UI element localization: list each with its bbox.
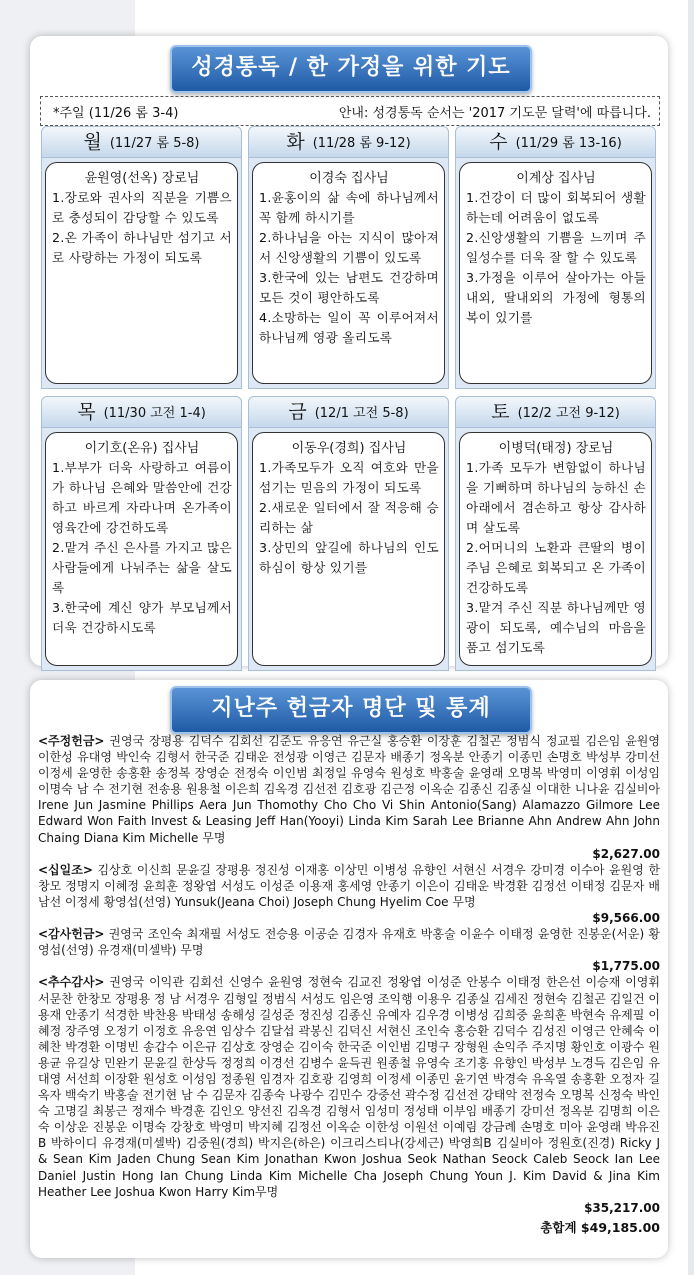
- offering-group-label: <주정헌금>: [38, 734, 105, 748]
- prayer-item: 1.부부가 더욱 사랑하고 여름이가 하나님 은혜와 말씀안에 건강하고 바르게 자라나며 온가족이 영육간에 강건하도록: [52, 460, 232, 535]
- prayer-item: 1.가족 모두가 변함없이 하나님을 기뻐하며 하나님의 능하신 손 아래에서 겸손하고 항상 감사하며 살도록: [466, 460, 646, 535]
- day-card-monday: [41, 126, 242, 389]
- day-card-thursday: [41, 396, 242, 671]
- prayer-box: [252, 162, 445, 384]
- day-header: [455, 126, 656, 158]
- prayer-item: 3.가정을 이루어 살아가는 아들내외, 딸내외의 가정에 형통의 복이 있기를: [466, 270, 646, 325]
- sunday-reading-box: [40, 96, 660, 126]
- offering-group-label: <십일조>: [38, 862, 93, 877]
- day-header: [248, 396, 449, 428]
- day-card-saturday: [455, 396, 656, 671]
- prayer-item: 4.소망하는 일이 꼭 이루어져서 하나님께 영광 올리도록: [259, 310, 439, 345]
- offering-group-names: 김상호 이신희 문윤길 장평용 정진성 이재홍 이상민 이병성 유향인 서현신 서경우 강미경 이수아 윤원영 한창모 정명지 이혜정 윤희훈 정왕엽 서성도 이성준 이용재 홍세영 안종기 이은이 김태운 박경환 김정선 이태정 김문자 배남선 이정세 황영섭(선영) Yunsuk(Jeana Choi) Joseph Chung Hyelim Coe 무명: [38, 862, 660, 909]
- offering-group: [38, 862, 660, 910]
- prayer-item: 2.하나님을 아는 지식이 많아져서 신앙생활의 기쁨이 있도록: [259, 230, 439, 265]
- prayer-section-banner: 성경통독 / 한 가정을 위한 기도: [170, 45, 532, 93]
- day-name: 수: [489, 131, 508, 153]
- day-body: [248, 158, 449, 389]
- day-name: 토: [491, 401, 510, 423]
- prayer-person: 이동우(경희) 집사님: [291, 441, 407, 456]
- offering-group-names: 권영국 조인숙 최재필 서성도 전승용 이공순 김경자 유재호 박홍술 이윤수 이태정 윤영한 진봉운(서운) 황영섭(선영) 유경재(미셀박) 무명: [38, 927, 660, 958]
- offering-group-amount: $1,775.00: [592, 959, 660, 974]
- day-name: 금: [288, 401, 307, 423]
- prayer-item: 3.상민의 앞길에 하나님의 인도하심이 항상 있기를: [259, 540, 439, 575]
- prayer-person: 이경숙 집사님: [309, 171, 389, 186]
- day-header: [41, 396, 242, 428]
- offering-list: [38, 733, 660, 1236]
- offering-group-label: <감사헌금>: [38, 927, 105, 942]
- offering-group: [38, 926, 660, 958]
- prayer-box: [459, 432, 652, 666]
- prayer-item: 2.온 가족이 하나님만 섬기고 서로 사랑하는 가정이 되도록: [52, 230, 232, 265]
- day-reading: (11/29 롬 13-16): [515, 136, 622, 151]
- day-body: [41, 158, 242, 389]
- prayer-person: 윤원영(선옥) 장로님: [84, 171, 200, 186]
- day-name: 월: [83, 131, 102, 153]
- offering-group-amount: $9,566.00: [592, 911, 660, 926]
- prayer-item: 2.맡겨 주신 은사를 가지고 많은 사람들에게 나눠주는 삶을 살도록: [52, 540, 232, 595]
- prayer-person: 이병덕(태정) 장로님: [498, 441, 614, 456]
- prayer-box: [45, 162, 238, 384]
- day-header: [248, 126, 449, 158]
- prayer-item: 1.장로와 권사의 직분을 기쁨으로 충성되이 감당할 수 있도록: [52, 190, 232, 225]
- offering-group-label: <추수감사>: [38, 975, 105, 990]
- day-reading: (11/27 롬 5-8): [109, 136, 200, 151]
- prayer-person: 이계상 집사님: [516, 171, 596, 186]
- day-reading: (11/30 고전 1-4): [103, 406, 206, 421]
- offering-group-names: 권영국 장평용 김덕수 김회선 김준도 유응연 유근실 홍승환 이장훈 김철곤 정범식 정교필 김은임 윤원영 이한성 유대영 박인숙 김형서 한국준 김태운 전성광 이영근 김문자 배종기 정옥분 안종기 이종민 손명호 박성부 강미선 이정세 윤영한 송홍환 송정복 장영순 전정숙 이인범 최정일 유영숙 원성호 박홍술 윤영래 오명복 박영미 이영휘 이성임 이명숙 남 수 전기현 전송용 원용철 이은희 김옥경 김선전 김호광 김근정 이옥순 김종신 김종실 이대한 니나윤 김실비아 Irene Jun Jasmine Phillips Aera Jun Thomothy Cho Cho Vi Shin Antonio(Sang) Alamazzo Gilmore Lee Edward Won Faith Invest & Leasing Jeff Han(Yooyi) Linda Kim Sarah Lee Brianne Ahn Andrew Ahn John Chaing Diana Kim Michelle 무명: [38, 734, 660, 845]
- day-card-wednesday: [455, 126, 656, 389]
- offering-group: [38, 974, 660, 1199]
- prayer-item: 3.맡겨 주신 직분 하나님께만 영광이 되도록, 예수님의 마음을 품고 섬기도록: [466, 600, 646, 655]
- prayer-item: 2.신앙생활의 기쁨을 느끼며 주일성수를 더욱 잘 할 수 있도록: [466, 230, 646, 265]
- background-edge: [688, 0, 694, 1275]
- offering-section-banner: 지난주 헌금자 명단 및 통계: [170, 686, 532, 734]
- offering-group-amount: $2,627.00: [592, 846, 660, 861]
- day-card-tuesday: [248, 126, 449, 389]
- day-body: [41, 428, 242, 671]
- prayer-item: 2.새로운 일터에서 잘 적응해 승리하는 삶: [259, 500, 439, 535]
- prayer-item: 3.한국에 계신 양가 부모님께서 더욱 건강하시도록: [52, 600, 232, 635]
- day-name: 화: [286, 131, 305, 153]
- day-body: [455, 158, 656, 389]
- day-name: 목: [77, 401, 96, 423]
- prayer-person: 이기호(온유) 집사님: [84, 441, 200, 456]
- day-body: [248, 428, 449, 671]
- prayer-item: 3.한국에 있는 남편도 건강하며 모든 것이 평안하도록: [259, 270, 439, 305]
- day-card-friday: [248, 396, 449, 671]
- prayer-box: [45, 432, 238, 666]
- prayer-box: [252, 432, 445, 666]
- day-header: [41, 126, 242, 158]
- day-reading: (12/1 고전 5-8): [314, 406, 409, 421]
- prayer-box: [459, 162, 652, 384]
- reading-notice: 안내: 성경통독 순서는 '2017 기도문 달력'에 따릅니다.: [338, 106, 651, 121]
- day-reading: (11/28 롬 9-12): [312, 136, 411, 151]
- prayer-item: 2.어머니의 노환과 큰딸의 병이 주님 은혜로 회복되고 온 가족이 건강하도록: [466, 540, 646, 595]
- day-body: [455, 428, 656, 671]
- offering-total: 총합계 $49,185.00: [540, 1219, 660, 1235]
- day-header: [455, 396, 656, 428]
- offering-group: [38, 733, 660, 846]
- offering-group-amount: $35,217.00: [584, 1200, 660, 1215]
- prayer-item: 1.윤홍이의 삶 속에 하나님께서 꼭 함께 하시기를: [259, 190, 439, 225]
- offering-group-names: 권영국 이익관 김회선 신영수 윤원영 정현숙 김교진 정왕엽 이성준 안봉수 이태정 한은선 이승재 이영휘 서문찬 한창모 장평용 정 남 서경우 김형일 정범식 서성도 임은영 조익행 이용우 김종실 김세진 정현숙 김철곤 김일건 이용재 안종기 석경한 박찬용 박태성 송해성 길성준 정진성 김종신 유예자 김우경 이병성 김희중 윤희훈 박현숙 유제필 이혜정 장주영 오정기 이정호 유응연 임상수 김달섭 곽봉신 김덕신 서현신 조인숙 홍승환 김덕수 김성진 이영근 안혜숙 이혜찬 박경환 이명빈 송갑수 이은규 김상호 장영순 김이숙 한국준 이인범 김명구 장형원 손익주 주지명 황인호 이광수 원용균 유길상 민완기 문윤길 한상득 정정희 이경선 김병수 윤득권 원종철 유영숙 조기홍 유향인 박성부 노경득 김은임 유대영 서선희 이장환 원성호 이성임 정종원 임경자 김호광 김영희 이정세 이종민 윤기연 박경숙 유옥열 송홍환 오정자 길옥자 백숙기 박홍술 전기현 남 수 김문자 김종숙 나광수 김민수 강중선 곽수정 김선전 강태악 전정숙 오명복 신정숙 박인숙 고명길 최봉근 정재수 박경훈 김인오 양선진 김옥경 김형서 임성미 정성태 이부임 배종기 강미선 정옥분 김명희 이은숙 이상운 진봉운 이명숙 강창호 박영미 박지혜 김정선 이옥순 이한성 이원선 이예림 강금례 손명호 미아 윤영래 박유진B 박하이디 유경재(미셀박) 김중원(경희) 박지은(하은) 이크리스티나(강세근) 박영희B 김실비아 정원호(진경) Ricky J & Sean Kim Jaden Chung Sean Kim Jonathan Kwon Joshua Seok Nathan Seock Caleb Seock Ian Lee Daniel Justin Hong Ian Chung Linda Kim Michelle Cha Joseph Chung Youn J. Kim David & Jina Kim Heather Lee Joshua Kwon Harry Kim무명: [38, 975, 660, 1199]
- prayer-item: 1.건강이 더 많이 회복되어 생활하는데 어려움이 없도록: [466, 190, 646, 225]
- day-reading: (12/2 고전 9-12): [517, 406, 620, 421]
- sunday-reading: *주일 (11/26 롬 3-4): [53, 106, 179, 121]
- prayer-item: 1.가족모두가 오직 여호와 만을 섬기는 믿음의 가정이 되도록: [259, 460, 439, 495]
